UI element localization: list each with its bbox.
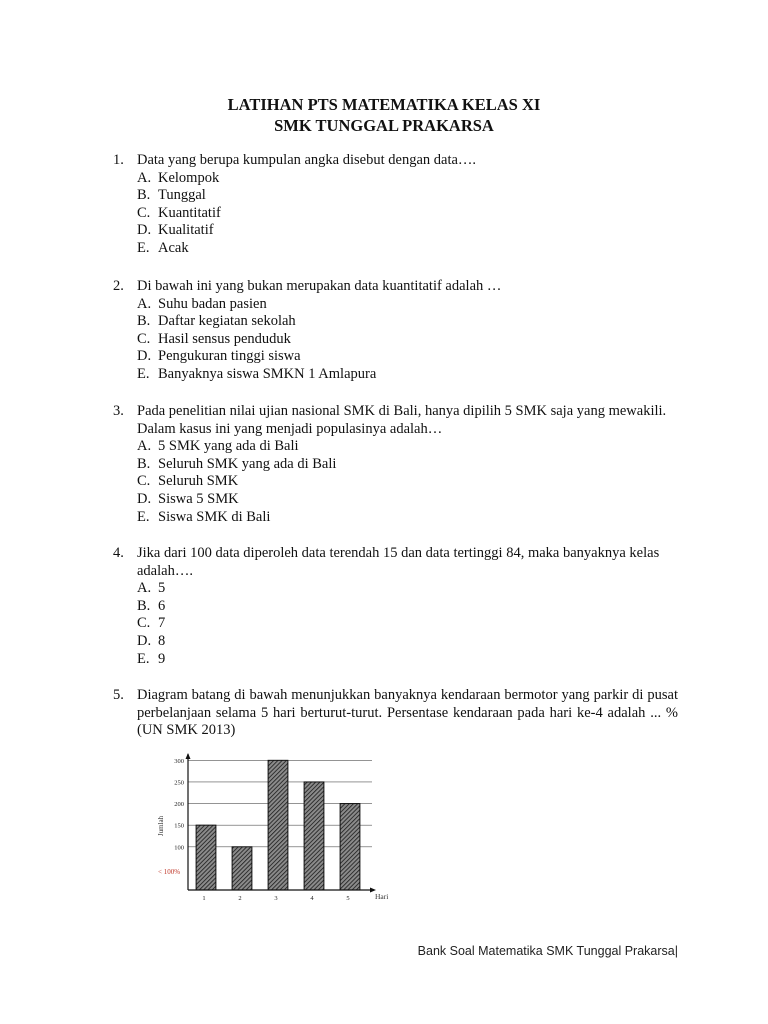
option-text: Seluruh SMK bbox=[158, 473, 239, 490]
option-letter: E. bbox=[137, 365, 150, 382]
option-letter: C. bbox=[137, 615, 151, 632]
bar-chart bbox=[150, 752, 400, 907]
option-letter: E. bbox=[137, 239, 150, 256]
option-e bbox=[137, 366, 678, 384]
option-b bbox=[137, 313, 678, 331]
option-letter: A. bbox=[137, 580, 152, 597]
option-d bbox=[137, 633, 678, 651]
option-letter: A. bbox=[137, 295, 152, 312]
option-letter: E. bbox=[137, 650, 150, 667]
option-letter: D. bbox=[137, 222, 152, 239]
bar bbox=[304, 782, 324, 890]
y-tick-label: 150 bbox=[174, 822, 184, 830]
x-tick-label: 3 bbox=[274, 895, 278, 902]
page-footer: Bank Soal Matematika SMK Tunggal Prakarsa| bbox=[417, 944, 678, 958]
option-a bbox=[137, 170, 678, 188]
question-number: 4. bbox=[113, 545, 124, 561]
option-letter: C. bbox=[137, 473, 151, 490]
option-text: Seluruh SMK yang ada di Bali bbox=[158, 455, 337, 472]
option-e bbox=[137, 651, 678, 669]
option-letter: D. bbox=[137, 490, 152, 507]
option-text: Tunggal bbox=[158, 187, 206, 204]
option-text: Banyaknya siswa SMKN 1 Amlapura bbox=[158, 365, 377, 382]
option-text: 6 bbox=[158, 597, 166, 614]
option-letter: B. bbox=[137, 597, 151, 614]
x-tick-label: 5 bbox=[346, 895, 350, 902]
y-tick-label: 200 bbox=[174, 801, 184, 809]
bar bbox=[196, 825, 216, 890]
option-text: Siswa 5 SMK bbox=[158, 490, 239, 507]
option-text: Pengukuran tinggi siswa bbox=[158, 348, 301, 365]
option-a bbox=[137, 580, 678, 598]
question-4 bbox=[113, 545, 678, 668]
question-1 bbox=[113, 152, 678, 258]
x-tick-label: 4 bbox=[310, 895, 314, 902]
y-tick-label: 250 bbox=[174, 779, 184, 787]
x-axis-label: Hari bbox=[375, 892, 389, 901]
options-list bbox=[137, 580, 678, 668]
option-text: Siswa SMK di Bali bbox=[158, 508, 271, 525]
option-text: Acak bbox=[158, 239, 189, 256]
options-list bbox=[137, 170, 678, 258]
option-text: 9 bbox=[158, 650, 166, 667]
option-text: Suhu badan pasien bbox=[158, 295, 267, 312]
question-2 bbox=[113, 278, 678, 384]
option-text: Kuantitatif bbox=[158, 204, 221, 221]
option-d bbox=[137, 491, 678, 509]
x-tick-label: 2 bbox=[238, 895, 242, 902]
bar bbox=[340, 804, 360, 890]
option-b bbox=[137, 456, 678, 474]
option-letter: A. bbox=[137, 438, 152, 455]
option-letter: A. bbox=[137, 169, 152, 186]
option-text: Kualitatif bbox=[158, 222, 214, 239]
option-e bbox=[137, 240, 678, 258]
option-letter: B. bbox=[137, 455, 151, 472]
question-text: Diagram batang di bawah menunjukkan banyaknya kendaraan bermotor yang parkir di pusat perbelanjaan selama 5 hari berturut-turut. Persentase kendaraan pada hari ke-4 adalah ... % (UN SMK 2013) bbox=[137, 687, 678, 739]
option-d bbox=[137, 348, 678, 366]
y-tick-label: 100 bbox=[174, 844, 184, 852]
option-c bbox=[137, 205, 678, 223]
option-a bbox=[137, 438, 678, 456]
option-letter: C. bbox=[137, 204, 151, 221]
option-text: Hasil sensus penduduk bbox=[158, 330, 291, 347]
question-text: Pada penelitian nilai ujian nasional SMK di Bali, hanya dipilih 5 SMK saja yang mewakili. Dalam kasus ini yang menjadi populasinya adalah… bbox=[137, 403, 667, 437]
question-5 bbox=[113, 687, 678, 740]
question-text: Di bawah ini yang bukan merupakan data kuantitatif adalah … bbox=[137, 278, 502, 294]
option-text: 5 SMK yang ada di Bali bbox=[158, 438, 299, 455]
option-text: 5 bbox=[158, 580, 166, 597]
option-c bbox=[137, 473, 678, 491]
y-axis-arrow bbox=[186, 753, 191, 759]
bar bbox=[232, 847, 252, 890]
option-letter: D. bbox=[137, 632, 152, 649]
option-letter: B. bbox=[137, 187, 151, 204]
x-tick-labels bbox=[202, 895, 349, 902]
option-d bbox=[137, 222, 678, 240]
document-title: LATIHAN PTS MATEMATIKA KELAS XI bbox=[227, 95, 541, 114]
y-axis-label: Jumlah bbox=[157, 815, 165, 837]
question-text: Data yang berupa kumpulan angka disebut dengan data…. bbox=[137, 152, 477, 168]
option-c bbox=[137, 331, 678, 349]
option-letter: C. bbox=[137, 330, 151, 347]
option-b bbox=[137, 598, 678, 616]
y-tick-label: 300 bbox=[174, 757, 184, 765]
question-number: 1. bbox=[113, 152, 124, 168]
question-number: 3. bbox=[113, 403, 124, 419]
question-number: 5. bbox=[113, 687, 124, 703]
x-tick-label: 1 bbox=[202, 895, 206, 902]
option-text: Kelompok bbox=[158, 169, 220, 186]
chart-annotation: < 100% bbox=[158, 868, 181, 876]
question-number: 2. bbox=[113, 278, 124, 294]
option-text: 7 bbox=[158, 615, 166, 632]
option-text: 8 bbox=[158, 632, 166, 649]
options-list bbox=[137, 438, 678, 526]
option-text: Daftar kegiatan sekolah bbox=[158, 313, 296, 330]
school-name: SMK TUNGGAL PRAKARSA bbox=[274, 116, 494, 135]
option-e bbox=[137, 509, 678, 527]
option-letter: D. bbox=[137, 348, 152, 365]
bar bbox=[268, 760, 288, 890]
y-tick-labels bbox=[174, 758, 184, 851]
option-letter: E. bbox=[137, 508, 150, 525]
option-c bbox=[137, 615, 678, 633]
options-list bbox=[137, 296, 678, 384]
option-letter: B. bbox=[137, 313, 151, 330]
option-a bbox=[137, 296, 678, 314]
option-b bbox=[137, 187, 678, 205]
question-text: Jika dari 100 data diperoleh data terendah 15 dan data tertinggi 84, maka banyaknya kelas adalah…. bbox=[137, 545, 660, 579]
question-3 bbox=[113, 403, 678, 526]
